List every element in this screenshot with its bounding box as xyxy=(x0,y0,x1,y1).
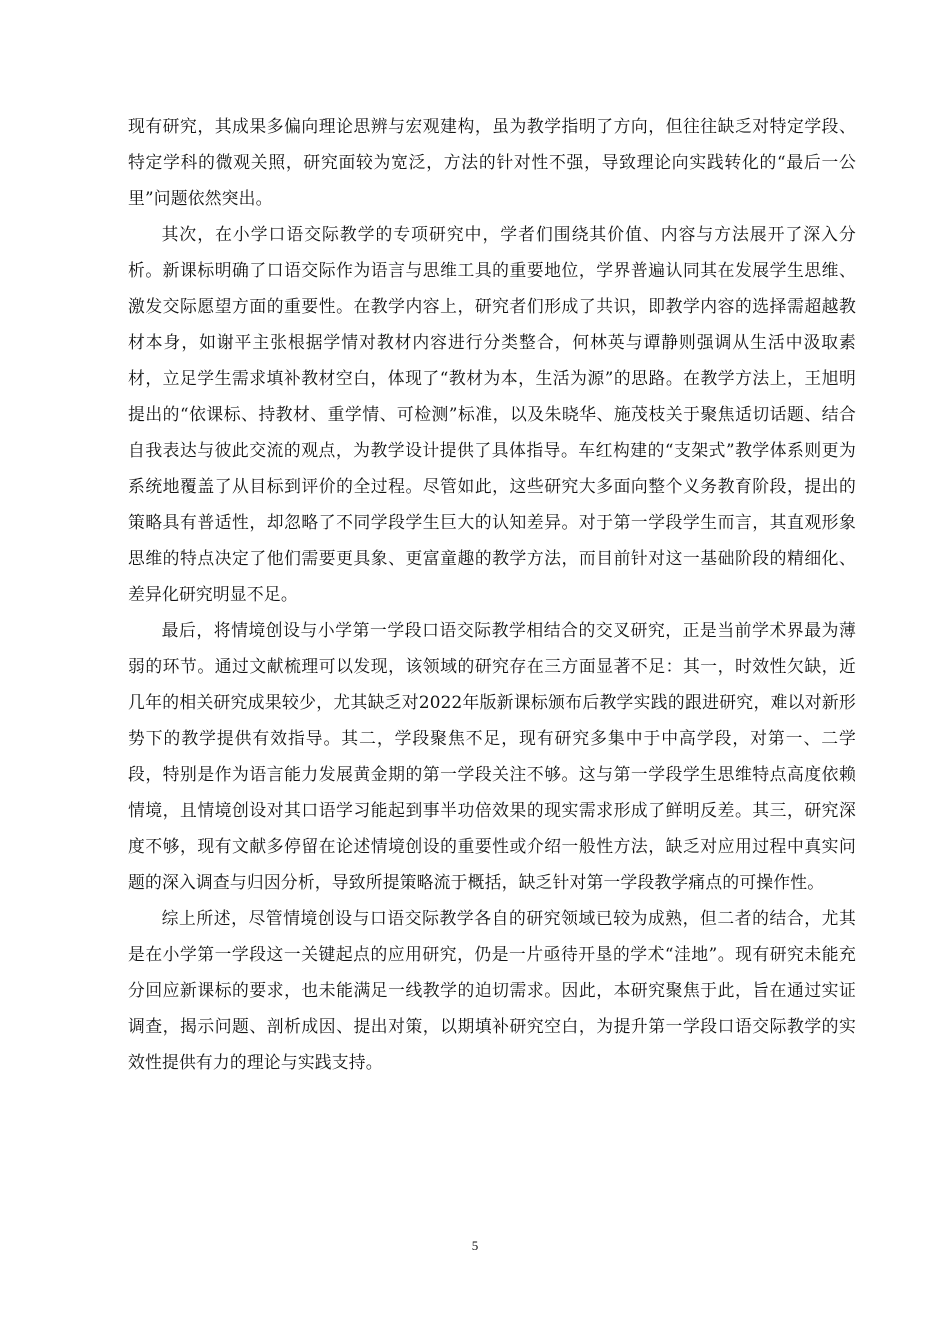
body-text xyxy=(128,108,856,1080)
paragraph-summary: 综上所述，尽管情境创设与口语交际教学各自的研究领域已较为成熟，但二者的结合，尤其是在小学第一学段这一关键起点的应用研究，仍是一片亟待开垦的学术“洼地”。现有研究未能充分回应新课标的要求，也未能满足一线教学的迫切需求。因此，本研究聚焦于此，旨在通过实证调查，揭示问题、剖析成因、提出对策，以期填补研究空白，为提升第一学段口语交际教学的实效性提供有力的理论与实践支持。 xyxy=(128,908,856,1072)
paragraph-cross-research: 最后，将情境创设与小学第一学段口语交际教学相结合的交叉研究，正是当前学术界最为薄弱的环节。通过文献梳理可以发现，该领域的研究存在三方面显著不足：其一，时效性欠缺，近几年的相关研究成果较少，尤其缺乏对2022年版新课标颁布后教学实践的跟进研究，难以对新形势下的教学提供有效指导。其二，学段聚焦不足，现有研究多集中于中高学段，对第一、二学段，特别是作为语言能力发展黄金期的第一学段关注不够。这与第一学段学生思维特点高度依赖情境，且情境创设对其口语学习能起到事半功倍效果的现实需求形成了鲜明反差。其三，研究深度不够，现有文献多停留在论述情境创设的重要性或介绍一般性方法，缺乏对应用过程中真实问题的深入调查与归因分析，导致所提策略流于概括，缺乏针对第一学段教学痛点的可操作性。 xyxy=(128,620,856,892)
paragraph-teaching-research: 其次，在小学口语交际教学的专项研究中，学者们围绕其价值、内容与方法展开了深入分析。新课标明确了口语交际作为语言与思维工具的重要地位，学界普遍认同其在发展学生思维、激发交际愿望方面的重要性。在教学内容上，研究者们形成了共识，即教学内容的选择需超越教材本身，如谢平主张根据学情对教材内容进行分类整合，何林英与谭静则强调从生活中汲取素材，立足学生需求填补教材空白，体现了“教材为本，生活为源”的思路。在教学方法上，王旭明提出的“依课标、持教材、重学情、可检测”标准，以及朱晓华、施茂枝关于聚焦适切话题、结合自我表达与彼此交流的观点，为教学设计提供了具体指导。车红构建的“支架式”教学体系则更为系统地覆盖了从目标到评价的全过程。尽管如此，这些研究大多面向整个义务教育阶段，提出的策略具有普适性，却忽略了不同学段学生巨大的认知差异。对于第一学段学生而言，其直观形象思维的特点决定了他们需要更具象、更富童趣的教学方法，而目前针对这一基础阶段的精细化、差异化研究明显不足。 xyxy=(128,224,856,604)
paragraph-continuation: 现有研究，其成果多偏向理论思辨与宏观建构，虽为教学指明了方向，但往往缺乏对特定学段、特定学科的微观关照，研究面较为宽泛，方法的针对性不强，导致理论向实践转化的“最后一公里”问题依然突出。 xyxy=(128,116,856,208)
page-number: 5 xyxy=(471,1238,479,1253)
